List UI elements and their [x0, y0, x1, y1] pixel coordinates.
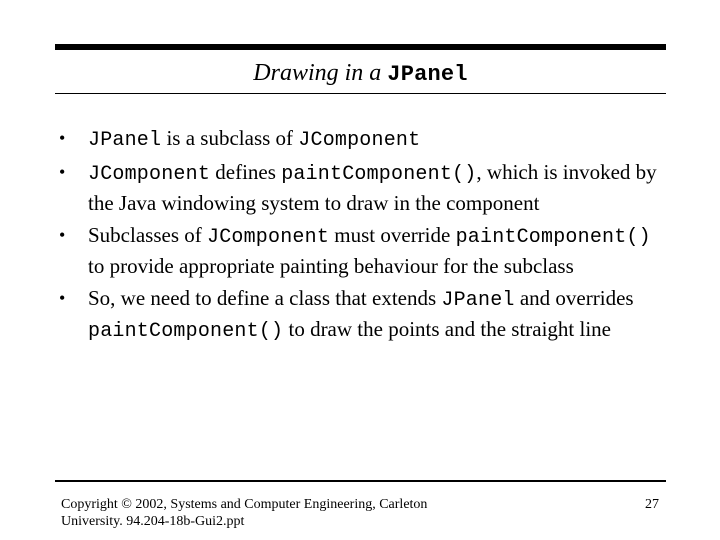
bullet-text: , which is invoked by the Java windowing system to draw in the component	[88, 159, 657, 215]
code-term: JPanel	[88, 129, 162, 152]
code-term: JPanel	[441, 288, 515, 312]
footer-copyright: Copyright © 2002, Systems and Computer Engineering, Carleton University. 94.204-18b-Gui2.ppt	[61, 497, 428, 529]
bullet-text: and overrides	[514, 285, 634, 310]
slide-title-code: JPanel	[387, 62, 468, 87]
slide-title	[55, 58, 666, 90]
bullet-list	[0, 124, 720, 349]
bullet-text: to provide appropriate painting behaviour for the subclass	[88, 254, 574, 278]
bullet-dot: •	[59, 161, 66, 182]
page-number: 27	[645, 497, 659, 512]
code-term: JComponent	[207, 225, 330, 249]
bullet-item	[0, 221, 720, 282]
code-term: paintComponent()	[455, 225, 651, 249]
title-underline	[55, 93, 666, 94]
top-rule	[55, 44, 666, 50]
code-term: paintComponent()	[281, 162, 477, 186]
bullet-dot: •	[59, 287, 66, 308]
code-term: JComponent	[298, 129, 421, 152]
bullet-text: Subclasses of	[88, 222, 207, 247]
bullet-item	[0, 284, 720, 347]
bullet-dot: •	[59, 224, 66, 245]
slide-title-text: Drawing in a	[253, 60, 388, 86]
bullet-text: is a subclass of	[161, 126, 299, 150]
bullet-text: to draw the points and the straight line	[283, 317, 612, 341]
bullet-text: must override	[329, 222, 456, 247]
bullet-item	[0, 158, 720, 219]
bullet-item	[0, 124, 720, 156]
bullet-text: So, we need to define a class that extends	[88, 285, 442, 310]
bullet-text: defines	[210, 159, 282, 184]
footer-rule	[55, 480, 666, 482]
code-term: JComponent	[88, 162, 211, 186]
bullet-dot: •	[59, 128, 66, 148]
code-term: paintComponent()	[88, 320, 284, 343]
